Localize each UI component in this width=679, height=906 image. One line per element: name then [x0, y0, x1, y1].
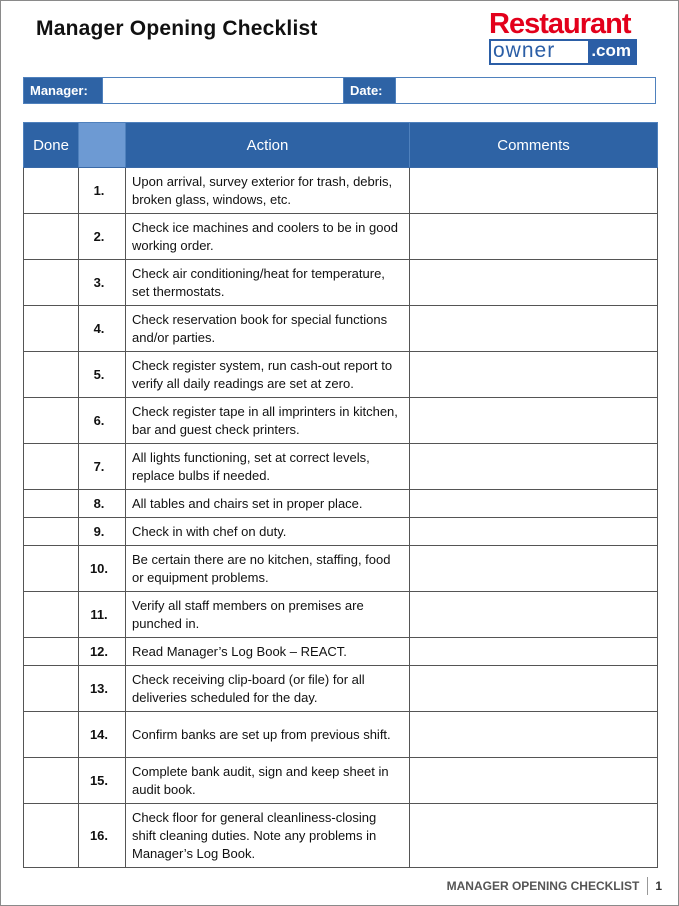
action-text: All lights functioning, set at correct levels, replace bulbs if needed. [126, 444, 410, 490]
manager-label: Manager: [24, 78, 102, 103]
table-row [24, 518, 658, 546]
document-title: Manager Opening Checklist [36, 17, 318, 40]
logo-top-text: Restaurant [489, 8, 631, 40]
comments-cell[interactable] [410, 666, 658, 712]
done-cell[interactable] [24, 804, 79, 868]
done-cell[interactable] [24, 490, 79, 518]
action-text: Check air conditioning/heat for temperature, set thermostats. [126, 260, 410, 306]
table-row [24, 260, 658, 306]
done-cell[interactable] [24, 592, 79, 638]
done-cell[interactable] [24, 260, 79, 306]
table-row [24, 638, 658, 666]
table-row [24, 592, 658, 638]
done-cell[interactable] [24, 306, 79, 352]
done-cell[interactable] [24, 168, 79, 214]
item-number: 13. [79, 666, 126, 712]
item-number: 3. [79, 260, 126, 306]
page-footer [447, 877, 662, 895]
comments-cell[interactable] [410, 168, 658, 214]
comments-cell[interactable] [410, 546, 658, 592]
table-row [24, 306, 658, 352]
checklist-table [23, 122, 658, 868]
table-row [24, 168, 658, 214]
done-cell[interactable] [24, 398, 79, 444]
item-number: 16. [79, 804, 126, 868]
logo-bottom-box [489, 39, 637, 65]
comments-cell[interactable] [410, 444, 658, 490]
comments-cell[interactable] [410, 804, 658, 868]
comments-cell[interactable] [410, 638, 658, 666]
action-text: Confirm banks are set up from previous shift. [126, 712, 410, 758]
table-row [24, 490, 658, 518]
comments-cell[interactable] [410, 712, 658, 758]
action-text: Be certain there are no kitchen, staffing, food or equipment problems. [126, 546, 410, 592]
item-number: 8. [79, 490, 126, 518]
done-cell[interactable] [24, 352, 79, 398]
comments-cell[interactable] [410, 758, 658, 804]
item-number: 14. [79, 712, 126, 758]
item-number: 1. [79, 168, 126, 214]
action-text: Verify all staff members on premises are punched in. [126, 592, 410, 638]
logo-owner-text: owner [491, 41, 588, 63]
footer-label: MANAGER OPENING CHECKLIST [446, 879, 640, 893]
table-row [24, 546, 658, 592]
comments-header: Comments [410, 123, 658, 168]
comments-cell[interactable] [410, 518, 658, 546]
done-cell[interactable] [24, 758, 79, 804]
action-text: Check floor for general cleanliness-closing shift cleaning duties. Note any problems in Manager’s Log Book. [126, 804, 410, 868]
page-number: 1 [655, 879, 662, 893]
done-cell[interactable] [24, 666, 79, 712]
comments-cell[interactable] [410, 352, 658, 398]
action-text: Complete bank audit, sign and keep sheet in audit book. [126, 758, 410, 804]
table-row [24, 444, 658, 490]
table-row [24, 758, 658, 804]
logo-com-text: .com [588, 41, 635, 63]
checklist-body [24, 168, 658, 868]
item-number: 2. [79, 214, 126, 260]
table-row [24, 352, 658, 398]
comments-cell[interactable] [410, 306, 658, 352]
done-header: Done [24, 123, 79, 168]
comments-cell[interactable] [410, 490, 658, 518]
table-header-row [24, 123, 658, 168]
action-text: All tables and chairs set in proper place. [126, 490, 410, 518]
item-number: 10. [79, 546, 126, 592]
comments-cell[interactable] [410, 260, 658, 306]
item-number: 11. [79, 592, 126, 638]
action-text: Upon arrival, survey exterior for trash, debris, broken glass, windows, etc. [126, 168, 410, 214]
item-number: 4. [79, 306, 126, 352]
table-row [24, 666, 658, 712]
done-cell[interactable] [24, 546, 79, 592]
item-number: 15. [79, 758, 126, 804]
action-text: Check ice machines and coolers to be in good working order. [126, 214, 410, 260]
action-text: Check in with chef on duty. [126, 518, 410, 546]
item-number: 7. [79, 444, 126, 490]
restaurant-owner-logo [489, 10, 637, 65]
footer-divider [647, 877, 648, 895]
action-text: Check register system, run cash-out report to verify all daily readings are set at zero. [126, 352, 410, 398]
manager-field[interactable] [102, 78, 343, 103]
table-row [24, 804, 658, 868]
item-number: 9. [79, 518, 126, 546]
done-cell[interactable] [24, 214, 79, 260]
comments-cell[interactable] [410, 214, 658, 260]
comments-cell[interactable] [410, 592, 658, 638]
table-row [24, 398, 658, 444]
action-text: Read Manager’s Log Book – REACT. [126, 638, 410, 666]
date-field[interactable] [395, 78, 655, 103]
number-header [79, 123, 126, 168]
manager-date-bar [23, 77, 656, 104]
done-cell[interactable] [24, 638, 79, 666]
done-cell[interactable] [24, 444, 79, 490]
action-text: Check reservation book for special functions and/or parties. [126, 306, 410, 352]
item-number: 5. [79, 352, 126, 398]
item-number: 6. [79, 398, 126, 444]
table-row [24, 712, 658, 758]
action-text: Check receiving clip-board (or file) for all deliveries scheduled for the day. [126, 666, 410, 712]
table-row [24, 214, 658, 260]
comments-cell[interactable] [410, 398, 658, 444]
item-number: 12. [79, 638, 126, 666]
done-cell[interactable] [24, 712, 79, 758]
done-cell[interactable] [24, 518, 79, 546]
action-header: Action [126, 123, 410, 168]
date-label: Date: [343, 78, 395, 103]
action-text: Check register tape in all imprinters in kitchen, bar and guest check printers. [126, 398, 410, 444]
